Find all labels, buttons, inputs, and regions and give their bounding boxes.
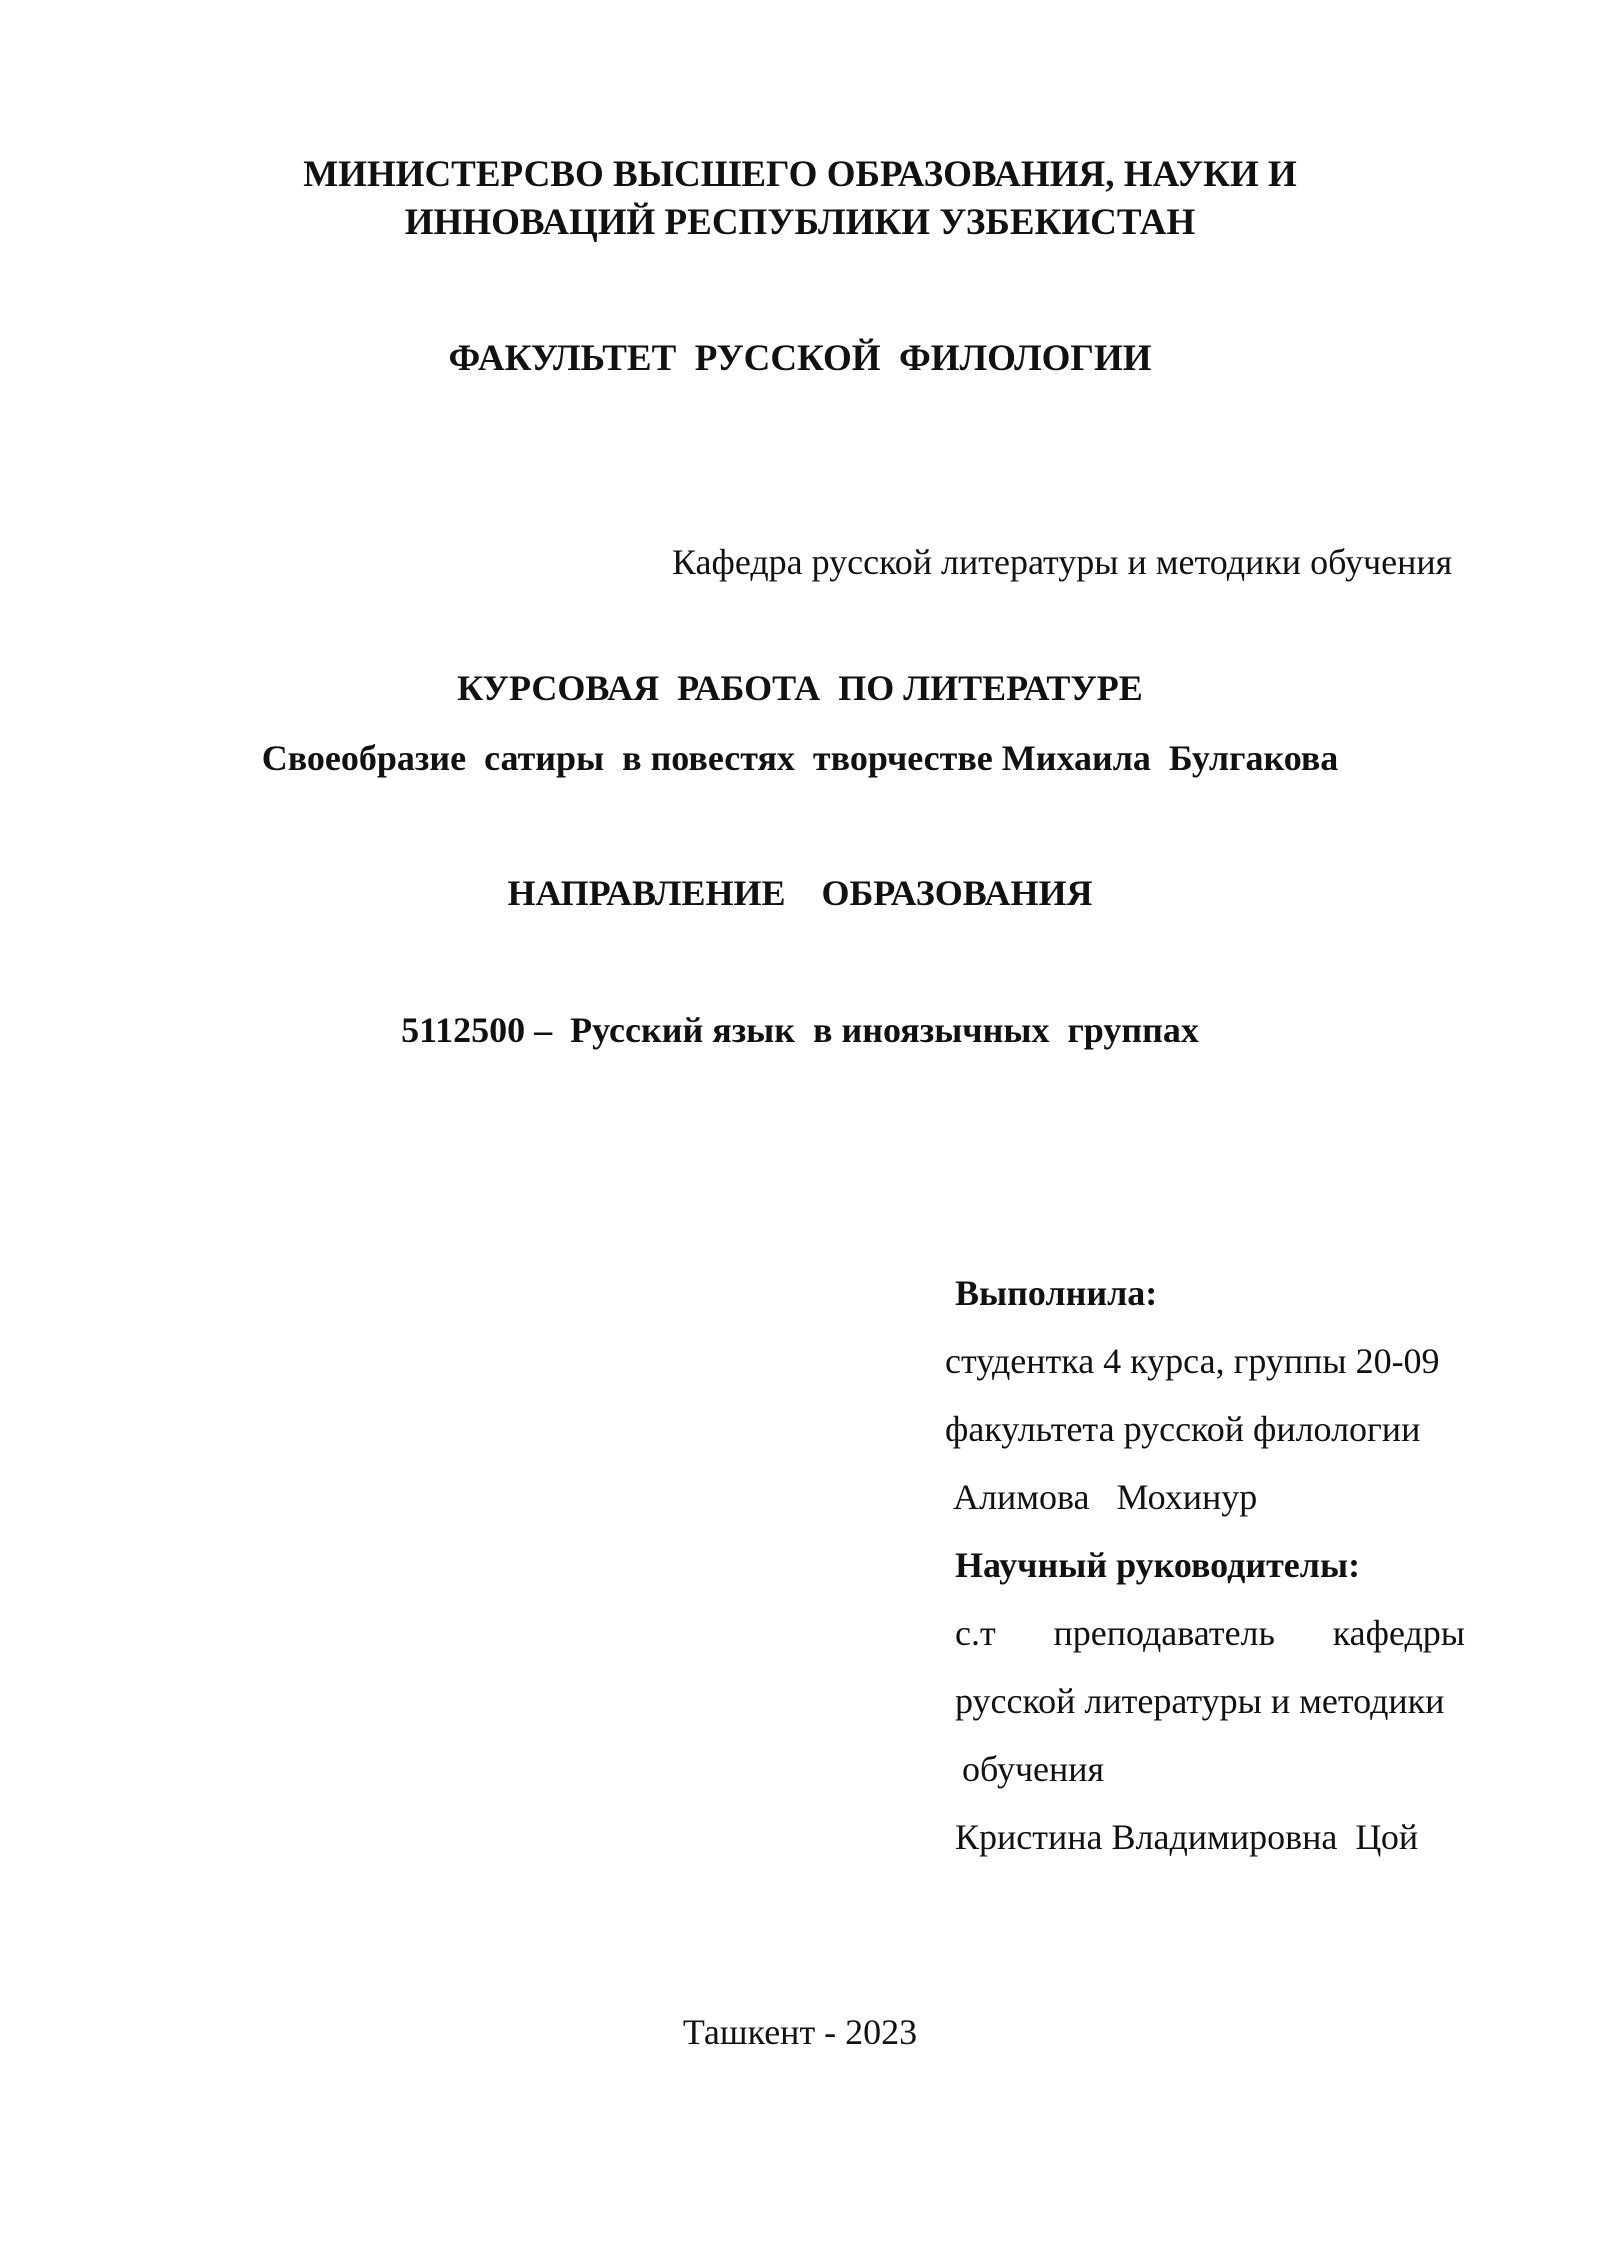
author-heading: Выполнила: — [955, 1273, 1158, 1313]
author-faculty: факультета русской филологии — [945, 1409, 1421, 1449]
education-direction: НАПРАВЛЕНИЕ ОБРАЗОВАНИЯ — [507, 873, 1093, 913]
faculty-title: ФАКУЛЬТЕТ РУССКОЙ ФИЛОЛОГИИ — [448, 338, 1152, 379]
supervisor-position-line-3: обучения — [962, 1749, 1105, 1789]
supervisor-position-word: кафедры — [1332, 1613, 1465, 1653]
work-type: КУРСОВАЯ РАБОТА ПО ЛИТЕРАТУРЕ — [457, 668, 1143, 708]
supervisor-position-word: с.т — [955, 1613, 996, 1653]
ministry-title-line-1: МИНИСТЕРСВО ВЫСШЕГО ОБРАЗОВАНИЯ, НАУКИ И — [303, 154, 1297, 195]
author-name: Алимова Мохинур — [953, 1477, 1258, 1517]
supervisor-position-word: преподаватель — [1053, 1613, 1275, 1653]
author-course-group: студентка 4 курса, группы 20-09 — [945, 1341, 1440, 1381]
supervisor-name: Кристина Владимировна Цой — [955, 1817, 1419, 1857]
ministry-title-line-2: ИННОВАЦИЙ РЕСПУБЛИКИ УЗБЕКИСТАН — [404, 202, 1196, 243]
supervisor-position-line-1 — [955, 1615, 1465, 1651]
supervisor-position-line-2: русской литературы и методики — [955, 1681, 1445, 1721]
program-code: 5112500 – Русский язык в иноязычных группах — [401, 1010, 1199, 1050]
supervisor-heading: Научный руководителы: — [955, 1545, 1361, 1585]
city-year: Ташкент - 2023 — [682, 2012, 918, 2052]
work-topic: Своеобразие сатиры в повестях творчестве Михаила Булгакова — [261, 738, 1339, 778]
department-name: Кафедра русской литературы и методики обучения — [672, 542, 1453, 582]
